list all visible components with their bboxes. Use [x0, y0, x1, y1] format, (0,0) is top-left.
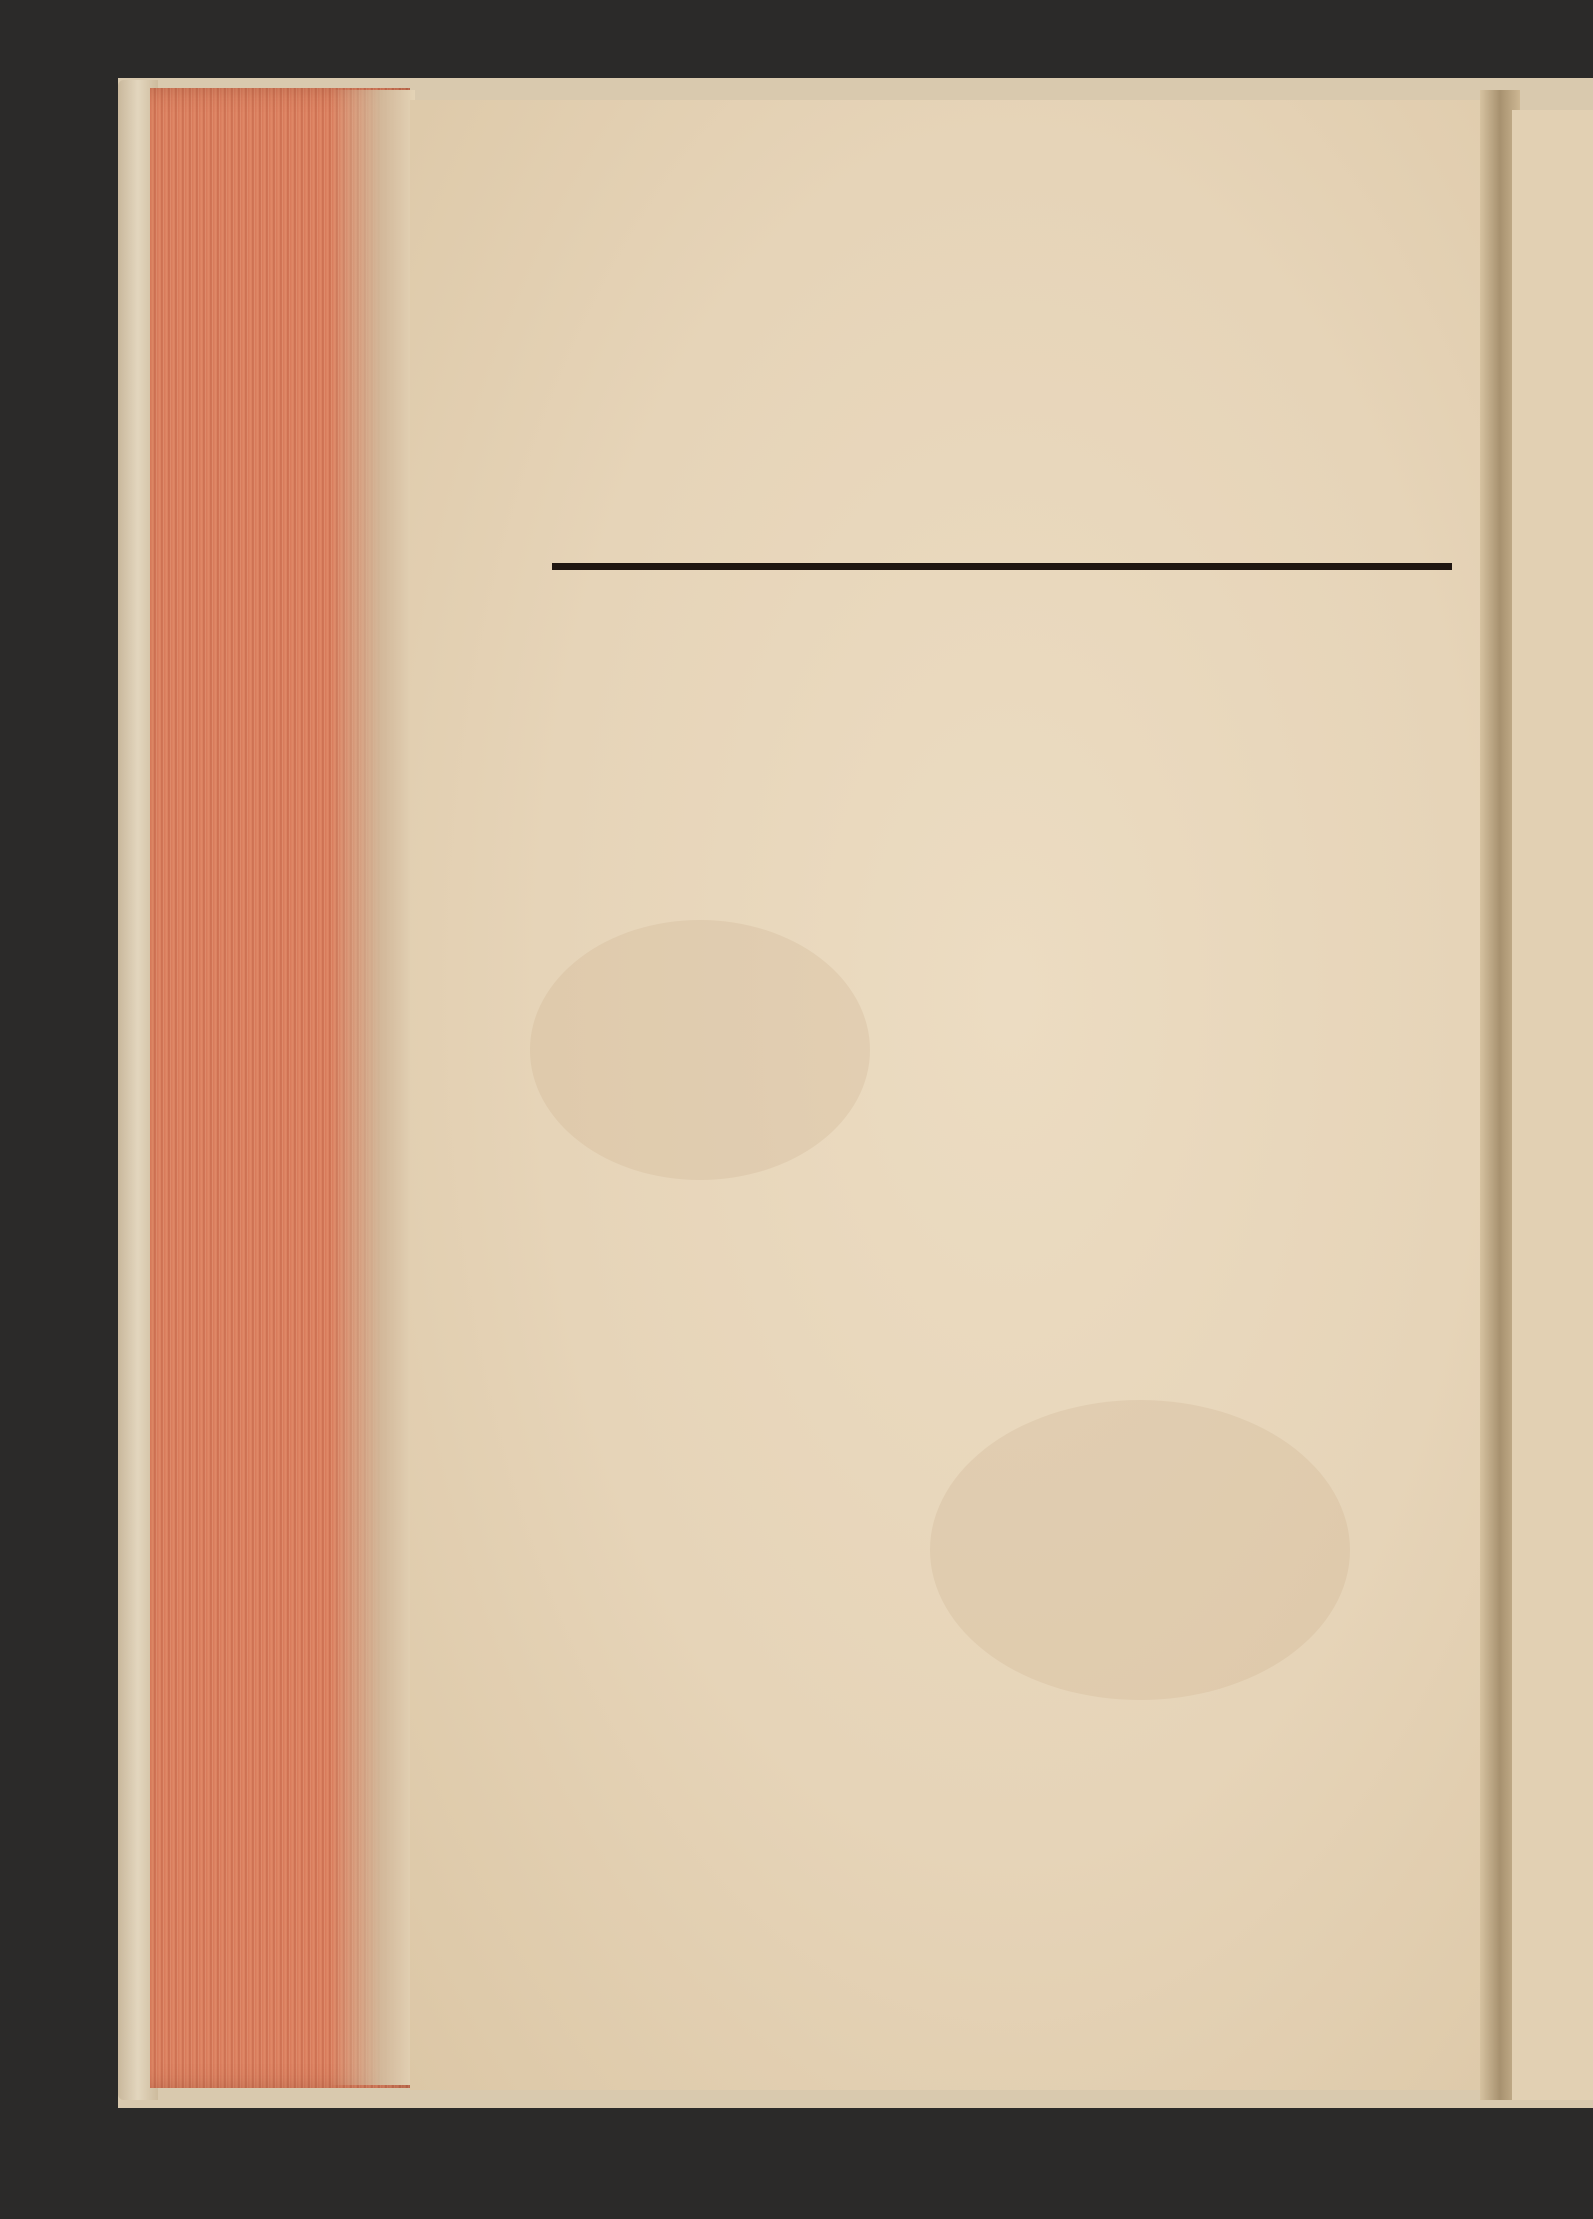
- paper-stain: [930, 1400, 1350, 1700]
- page-header: [506, 180, 1196, 230]
- section-rule: [552, 563, 1452, 570]
- page-edge-shade: [330, 90, 415, 2085]
- left-page: [410, 100, 1500, 2090]
- paper-stain: [530, 920, 870, 1180]
- right-page-edge: [1512, 110, 1593, 2100]
